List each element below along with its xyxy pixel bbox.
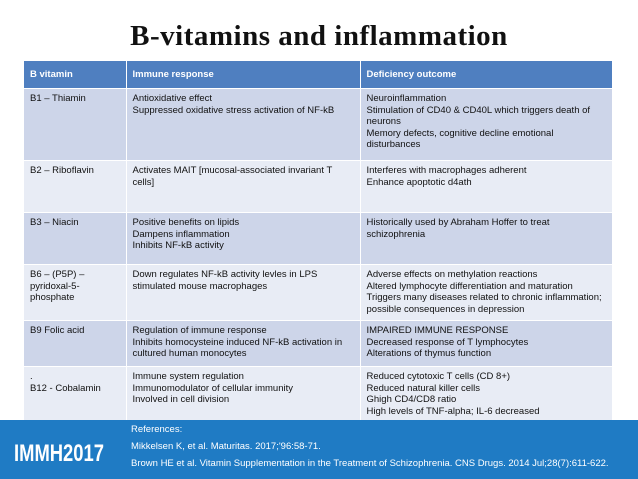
cell-line: Inhibits NF-kB activity bbox=[132, 240, 224, 251]
cell-line: B6 – (P5P) – pyridoxal-5-phosphate bbox=[30, 269, 88, 303]
vitamin-cell bbox=[24, 89, 126, 161]
reference-1: Mikkelsen K, et al. Maturitas. 2017;'96:58-71. bbox=[131, 441, 321, 452]
header-b-vitamin: B vitamin bbox=[24, 61, 126, 89]
cell-line: B1 – Thiamin bbox=[30, 93, 86, 104]
cell-line: Antioxidative effect bbox=[132, 93, 213, 104]
vitamin-cell bbox=[24, 321, 126, 367]
cell-line: . bbox=[30, 371, 33, 382]
cell-line: Decreased response of T lymphocytes bbox=[366, 336, 529, 348]
table-header-row bbox=[24, 61, 612, 89]
cell-line: B2 – Riboflavin bbox=[30, 165, 94, 176]
cell-line: Suppressed oxidative stress activation of NF-kB bbox=[132, 104, 335, 116]
cell-line: Ghigh CD4/CD8 ratio bbox=[366, 394, 457, 405]
vitamin-cell bbox=[24, 161, 126, 213]
references-block bbox=[131, 424, 621, 475]
cell-line: Neuroinflammation bbox=[366, 93, 447, 104]
cell-line: IMPAIRED IMMUNE RESPONSE bbox=[366, 325, 509, 336]
deficiency-outcome-cell bbox=[360, 213, 612, 265]
table-row bbox=[24, 213, 612, 265]
deficiency-outcome-cell bbox=[360, 367, 612, 427]
vitamin-table bbox=[24, 61, 613, 427]
cell-line: B3 – Niacin bbox=[30, 217, 79, 228]
vitamin-cell bbox=[24, 367, 126, 427]
cell-line: Triggers many diseases related to chronic inflammation; possible consequences in depression bbox=[366, 292, 605, 315]
cell-line: High levels of TNF-alpha; IL-6 decreased bbox=[366, 405, 540, 417]
cell-line: Reduced natural killer cells bbox=[366, 382, 481, 394]
table-row bbox=[24, 367, 612, 427]
cell-line: B12 - Cobalamin bbox=[30, 382, 101, 394]
references-label: References: bbox=[131, 424, 183, 435]
cell-line: Alterations of thymus function bbox=[366, 348, 492, 359]
header-deficiency-outcome: Deficiency outcome bbox=[360, 61, 612, 89]
cell-line: Dampens inflammation bbox=[132, 228, 230, 240]
deficiency-outcome-cell bbox=[360, 265, 612, 321]
cell-line: B9 Folic acid bbox=[30, 325, 85, 336]
immh2017-logo bbox=[12, 429, 108, 469]
cell-line: Positive benefits on lipids bbox=[132, 217, 240, 228]
deficiency-outcome-cell bbox=[360, 321, 612, 367]
table-row bbox=[24, 161, 612, 213]
immune-response-cell bbox=[126, 367, 360, 427]
table-row bbox=[24, 321, 612, 367]
slide-title: B-vitamins and inflammation bbox=[130, 20, 508, 52]
cell-line: Regulation of immune response bbox=[132, 325, 267, 336]
cell-line: Involved in cell division bbox=[132, 394, 230, 405]
vitamin-cell bbox=[24, 265, 126, 321]
cell-line: Inhibits homocysteine induced NF-kB activation in cultured human monocytes bbox=[132, 336, 345, 359]
cell-line: Immunomodulator of cellular immunity bbox=[132, 382, 294, 394]
cell-line: Adverse effects on methylation reactions bbox=[366, 269, 538, 280]
immune-response-cell bbox=[126, 161, 360, 213]
cell-line: Activates MAIT [mucosal-associated invariant T cells] bbox=[132, 165, 335, 188]
cell-line: Memory defects, cognitive decline emotional disturbances bbox=[366, 127, 557, 150]
vitamin-cell bbox=[24, 213, 126, 265]
cell-line: Stimulation of CD40 & CD40L which triggers death of neurons bbox=[366, 104, 593, 127]
cell-line: Immune system regulation bbox=[132, 371, 244, 382]
svg-text:IMMH2017: IMMH2017 bbox=[14, 440, 104, 467]
header-immune-response: Immune response bbox=[126, 61, 360, 89]
cell-line: Interferes with macrophages adherent bbox=[366, 165, 527, 176]
cell-line: Altered lymphocyte differentiation and maturation bbox=[366, 280, 573, 292]
immune-response-cell bbox=[126, 213, 360, 265]
table-row bbox=[24, 265, 612, 321]
cell-line: Enhance apoptotic d4ath bbox=[366, 176, 472, 188]
immune-response-cell bbox=[126, 265, 360, 321]
reference-2: Brown HE et al. Vitamin Supplementation in the Treatment of Schizophrenia. CNS Drugs. 2014 Jul;28(7):611-622. bbox=[131, 458, 609, 469]
table-row bbox=[24, 89, 612, 161]
cell-line: Historically used by Abraham Hoffer to treat schizophrenia bbox=[366, 217, 553, 240]
cell-line: Down regulates NF-kB activity levles in LPS stimulated mouse macrophages bbox=[132, 269, 320, 292]
deficiency-outcome-cell bbox=[360, 161, 612, 213]
immune-response-cell bbox=[126, 321, 360, 367]
immune-response-cell bbox=[126, 89, 360, 161]
cell-line: Reduced cytotoxic T cells (CD 8+) bbox=[366, 371, 511, 382]
deficiency-outcome-cell bbox=[360, 89, 612, 161]
